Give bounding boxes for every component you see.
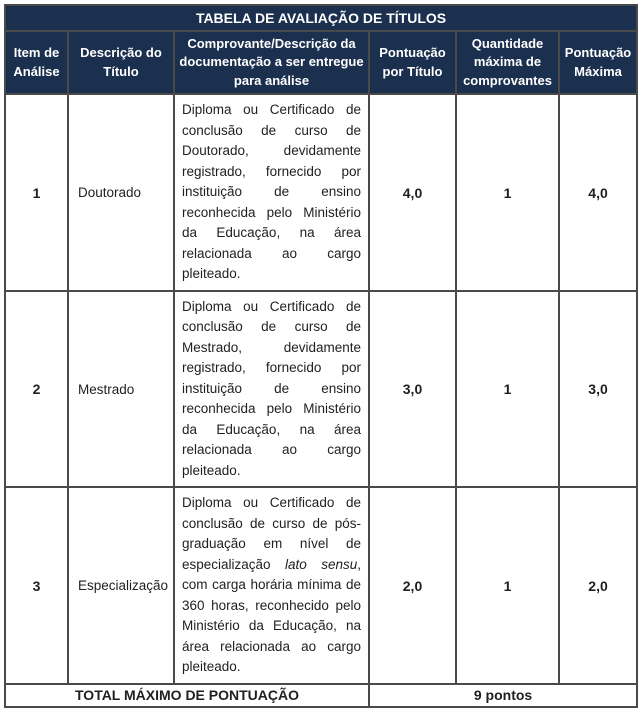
description-text: Diploma ou Certificado de conclusão de curso de Doutorado, devidamente registrado, fornecido por instituição de ensino reconhecida pelo Ministério da Educação, na área relacionada ao cargo pleiteado.	[182, 102, 361, 282]
cell-quantidade-maxima: 1	[456, 291, 559, 488]
total-value: 9 pontos	[369, 684, 637, 707]
cell-description	[174, 94, 369, 291]
column-header-quantidade-maxima: Quantidade máxima de comprovantes	[456, 31, 559, 94]
description-text: Diploma ou Certificado de conclusão de curso de Mestrado, devidamente registrado, fornecido por instituição de ensino reconhecida pelo Ministério da Educação, na área relacionada ao cargo pleiteado.	[182, 298, 361, 478]
table-row-doutorado	[5, 94, 637, 291]
cell-pontuacao-por-titulo: 2,0	[369, 487, 456, 684]
table-row-mestrado	[5, 291, 637, 488]
cell-titulo: Especialização	[68, 487, 174, 684]
table-title-row	[5, 5, 637, 31]
cell-pontuacao-maxima: 3,0	[559, 291, 637, 488]
column-header-item-de-analise: Item de Análise	[5, 31, 68, 94]
table-row-especializacao	[5, 487, 637, 684]
column-header-descricao-do-titulo: Descrição do Título	[68, 31, 174, 94]
column-header-comprovante-descricao: Comprovante/Descrição da documentação a ser entregue para análise	[174, 31, 369, 94]
cell-description	[174, 487, 369, 684]
total-label: TOTAL MÁXIMO DE PONTUAÇÃO	[5, 684, 369, 707]
table-total-row	[5, 684, 637, 707]
cell-item-number: 1	[5, 94, 68, 291]
description-text: Diploma ou Certificado de conclusão de curso de pós-graduação em nível de especialização	[182, 495, 361, 572]
column-header-pontuacao-maxima: Pontuação Máxima	[559, 31, 637, 94]
cell-pontuacao-maxima: 4,0	[559, 94, 637, 291]
cell-item-number: 3	[5, 487, 68, 684]
cell-pontuacao-por-titulo: 4,0	[369, 94, 456, 291]
column-header-pontuacao-por-titulo: Pontuação por Título	[369, 31, 456, 94]
cell-item-number: 2	[5, 291, 68, 488]
titulos-evaluation-table	[4, 4, 638, 708]
cell-quantidade-maxima: 1	[456, 94, 559, 291]
cell-titulo: Mestrado	[68, 291, 174, 488]
cell-pontuacao-maxima: 2,0	[559, 487, 637, 684]
table-title: TABELA DE AVALIAÇÃO DE TÍTULOS	[5, 5, 637, 31]
cell-description	[174, 291, 369, 488]
cell-quantidade-maxima: 1	[456, 487, 559, 684]
cell-pontuacao-por-titulo: 3,0	[369, 291, 456, 488]
description-italic-term: lato sensu	[285, 556, 358, 572]
column-header-row	[5, 31, 637, 94]
description-text: , com carga horária mínima de 360 horas, reconhecido pelo Ministério da Educação, na área relacionada ao cargo pleiteado.	[182, 556, 361, 675]
cell-titulo: Doutorado	[68, 94, 174, 291]
